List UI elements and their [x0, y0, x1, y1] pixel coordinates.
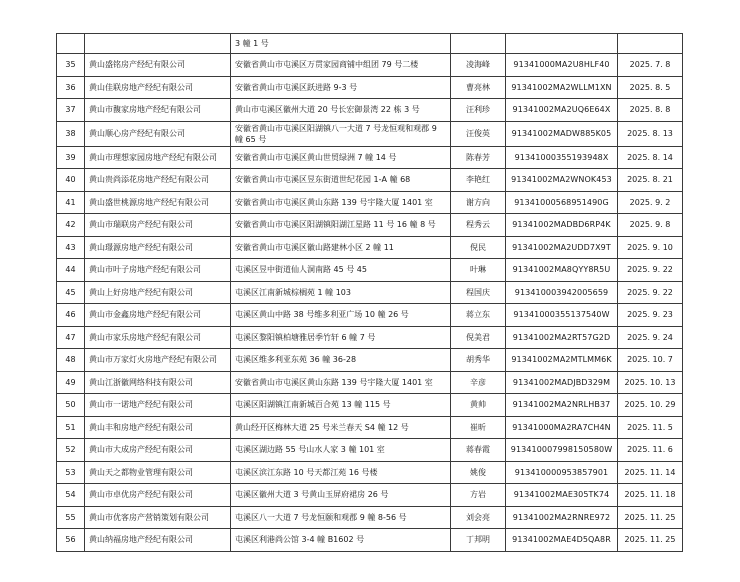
cell-no: 40	[57, 169, 85, 192]
table-row	[57, 191, 683, 214]
cell-credit-code: 91341000MA2RA7CH4N	[506, 416, 618, 439]
cell-representative: 叶琳	[451, 259, 506, 282]
cell-date: 2025. 10. 29	[618, 394, 683, 417]
cell-name: 黄山天之都物业管理有限公司	[85, 461, 231, 484]
cell-no: 51	[57, 416, 85, 439]
cell-representative: 辛彦	[451, 371, 506, 394]
cell-no: 35	[57, 54, 85, 77]
cell-address: 安徽省黄山市屯溪区万贯家园商铺中组团 79 号二楼	[231, 54, 451, 77]
cell-representative: 汪俊英	[451, 121, 506, 146]
cell-name: 黄山璟源房地产经纪有限公司	[85, 236, 231, 259]
cell-no: 36	[57, 76, 85, 99]
cell-credit-code: 91341002MA2RT57G2D	[506, 326, 618, 349]
table-row	[57, 146, 683, 169]
registry-table	[56, 33, 683, 552]
cell-name: 黄山市馥家房地产经纪有限公司	[85, 99, 231, 122]
cell-no: 49	[57, 371, 85, 394]
cell-representative: 丁邦明	[451, 529, 506, 552]
table-row	[57, 529, 683, 552]
cell-credit-code: 91341002MA2WLLM1XN	[506, 76, 618, 99]
cell-representative: 黄帅	[451, 394, 506, 417]
cell-date: 2025. 8. 13	[618, 121, 683, 146]
cell-address: 屯溪区江南新城棕榈苑 1 幢 103	[231, 281, 451, 304]
cell-date: 2025. 11. 25	[618, 506, 683, 529]
cell-credit-code: 913410003942005659	[506, 281, 618, 304]
cell-credit-code: 91341000355137540W	[506, 304, 618, 327]
cell-name: 黄山丰和房地产经纪有限公司	[85, 416, 231, 439]
cell-no: 52	[57, 439, 85, 462]
cell-name: 黄山盛世桃源房地产经纪有限公司	[85, 191, 231, 214]
cell-credit-code: 91341002MADW885K05	[506, 121, 618, 146]
cell-name: 黄山佳联房地产经纪有限公司	[85, 76, 231, 99]
cell-name: 黄山市瑞联房产经纪有限公司	[85, 214, 231, 237]
cell-representative: 崔昕	[451, 416, 506, 439]
table-row	[57, 304, 683, 327]
cell-representative: 蒋立东	[451, 304, 506, 327]
cell-address: 屯溪区利港尚公馆 3-4 幢 B1602 号	[231, 529, 451, 552]
table-row	[57, 99, 683, 122]
cell-credit-code: 913410007998150580W	[506, 439, 618, 462]
cell-credit-code: 91341000568951490G	[506, 191, 618, 214]
table-row	[57, 326, 683, 349]
cell-address: 安徽省黄山市屯溪区阳湖镇八一大道 7 号龙恒观和观郡 9 幢 65 号	[231, 121, 451, 146]
table-row	[57, 506, 683, 529]
cell-representative: 倪民	[451, 236, 506, 259]
cell-date: 2025. 9. 22	[618, 281, 683, 304]
cell-representative: 凌海峰	[451, 54, 506, 77]
cell-representative	[451, 34, 506, 54]
cell-date	[618, 34, 683, 54]
cell-date: 2025. 11. 5	[618, 416, 683, 439]
cell-representative: 陈春芳	[451, 146, 506, 169]
cell-no: 56	[57, 529, 85, 552]
cell-representative: 刘会亮	[451, 506, 506, 529]
table-row-continued	[57, 34, 683, 54]
cell-credit-code: 913410000953857901	[506, 461, 618, 484]
table-row	[57, 349, 683, 372]
cell-address: 安徽省黄山市屯溪区黄山东路 139 号宇隆大厦 1401 室	[231, 191, 451, 214]
cell-no	[57, 34, 85, 54]
cell-name: 黄山盛铭房产经纪有限公司	[85, 54, 231, 77]
cell-address: 3 幢 1 号	[231, 34, 451, 54]
cell-credit-code	[506, 34, 618, 54]
cell-date: 2025. 10. 7	[618, 349, 683, 372]
cell-date: 2025. 8. 5	[618, 76, 683, 99]
cell-credit-code: 91341002MA2MTLMM6K	[506, 349, 618, 372]
cell-name: 黄山市卓优房产经纪有限公司	[85, 484, 231, 507]
cell-date: 2025. 9. 8	[618, 214, 683, 237]
cell-credit-code: 91341002MA2RNRE972	[506, 506, 618, 529]
table-row	[57, 394, 683, 417]
cell-credit-code: 91341002MA2NRLHB37	[506, 394, 618, 417]
table-row	[57, 169, 683, 192]
cell-date: 2025. 11. 25	[618, 529, 683, 552]
cell-credit-code: 91341002MAE4D5QA8R	[506, 529, 618, 552]
cell-representative: 谢方向	[451, 191, 506, 214]
table-row	[57, 416, 683, 439]
cell-name: 黄山市一诺地产经纪有限公司	[85, 394, 231, 417]
cell-representative: 程国庆	[451, 281, 506, 304]
cell-no: 54	[57, 484, 85, 507]
cell-address: 安徽省黄山市屯溪区黄山东路 139 号宇隆大厦 1401 室	[231, 371, 451, 394]
cell-credit-code: 91341002MA8QYY8R5U	[506, 259, 618, 282]
cell-credit-code: 91341002MA2WNOK453	[506, 169, 618, 192]
cell-address: 屯溪区黎阳镇柏塘雅居季竹轩 6 幢 7 号	[231, 326, 451, 349]
cell-no: 47	[57, 326, 85, 349]
cell-representative: 汪利珍	[451, 99, 506, 122]
cell-no: 41	[57, 191, 85, 214]
cell-name: 黄山贵尚添花房地产经纪有限公司	[85, 169, 231, 192]
cell-no: 48	[57, 349, 85, 372]
cell-name: 黄山纳福房地产经纪有限公司	[85, 529, 231, 552]
cell-date: 2025. 9. 24	[618, 326, 683, 349]
cell-credit-code: 91341002MAE305TK74	[506, 484, 618, 507]
table-row	[57, 236, 683, 259]
cell-representative: 蒋春霞	[451, 439, 506, 462]
cell-address: 屯溪区滨江东路 10 号天都江苑 16 号楼	[231, 461, 451, 484]
cell-representative: 曹亮林	[451, 76, 506, 99]
table-row	[57, 121, 683, 146]
cell-date: 2025. 9. 2	[618, 191, 683, 214]
table-row	[57, 461, 683, 484]
cell-no: 55	[57, 506, 85, 529]
cell-no: 44	[57, 259, 85, 282]
cell-address: 安徽省黄山市屯溪区昱东街道世纪花园 1-A 幢 68	[231, 169, 451, 192]
table-row	[57, 54, 683, 77]
cell-credit-code: 91341002MA2UQ6E64X	[506, 99, 618, 122]
cell-credit-code: 91341002MADJBD329M	[506, 371, 618, 394]
cell-name: 黄山市大成房产经纪有限公司	[85, 439, 231, 462]
cell-date: 2025. 8. 8	[618, 99, 683, 122]
cell-name: 黄山市万家灯火房地产经纪有限公司	[85, 349, 231, 372]
cell-representative: 胡秀华	[451, 349, 506, 372]
cell-address: 屯溪区八一大道 7 号龙恒颐和观郡 9 幢 8-56 号	[231, 506, 451, 529]
cell-name: 黄山市理想家园房地产经纪有限公司	[85, 146, 231, 169]
table-row	[57, 371, 683, 394]
cell-no: 46	[57, 304, 85, 327]
cell-representative: 方岩	[451, 484, 506, 507]
cell-date: 2025. 7. 8	[618, 54, 683, 77]
cell-date: 2025. 10. 13	[618, 371, 683, 394]
cell-address: 屯溪区黄山中路 38 号维多利亚广场 10 幢 26 号	[231, 304, 451, 327]
cell-address: 黄山市屯溪区徽州大道 20 号长宏御景湾 22 栋 3 号	[231, 99, 451, 122]
cell-address: 屯溪区维多利亚东苑 36 幢 36-28	[231, 349, 451, 372]
cell-representative: 姚俊	[451, 461, 506, 484]
table-row	[57, 76, 683, 99]
cell-name: 黄山市金鑫房地产经纪有限公司	[85, 304, 231, 327]
cell-name: 黄山市优客房产营销策划有限公司	[85, 506, 231, 529]
cell-address: 黄山经开区梅林大道 25 号米兰春天 S4 幢 12 号	[231, 416, 451, 439]
cell-date: 2025. 9. 10	[618, 236, 683, 259]
cell-date: 2025. 9. 22	[618, 259, 683, 282]
cell-representative: 程秀云	[451, 214, 506, 237]
cell-name: 黄山顺心房产经纪有限公司	[85, 121, 231, 146]
cell-address: 安徽省黄山市屯溪区徽山路建林小区 2 幢 11	[231, 236, 451, 259]
cell-credit-code: 91341002MA2UDD7X9T	[506, 236, 618, 259]
cell-date: 2025. 11. 14	[618, 461, 683, 484]
cell-address: 屯溪区徽州大道 3 号黄山玉屏府裙房 26 号	[231, 484, 451, 507]
cell-credit-code: 91341002MADBD6RP4K	[506, 214, 618, 237]
cell-name	[85, 34, 231, 54]
table-row	[57, 439, 683, 462]
cell-address: 屯溪区阳湖镇江南新城百合苑 13 幢 115 号	[231, 394, 451, 417]
cell-representative: 倪美君	[451, 326, 506, 349]
table-row	[57, 484, 683, 507]
cell-date: 2025. 9. 23	[618, 304, 683, 327]
cell-no: 45	[57, 281, 85, 304]
cell-no: 42	[57, 214, 85, 237]
cell-no: 38	[57, 121, 85, 146]
cell-address: 安徽省黄山市屯溪区黄山世贸绿洲 7 幢 14 号	[231, 146, 451, 169]
cell-no: 43	[57, 236, 85, 259]
table-row	[57, 259, 683, 282]
cell-address: 安徽省黄山市屯溪区阳湖镇阳湖江星路 11 号 16 幢 8 号	[231, 214, 451, 237]
cell-no: 37	[57, 99, 85, 122]
cell-no: 39	[57, 146, 85, 169]
cell-name: 黄山市叶子房地产经纪有限公司	[85, 259, 231, 282]
cell-representative: 李艳红	[451, 169, 506, 192]
cell-name: 黄山江浙徽网络科技有限公司	[85, 371, 231, 394]
cell-name: 黄山上好房地产经纪有限公司	[85, 281, 231, 304]
cell-date: 2025. 11. 6	[618, 439, 683, 462]
cell-date: 2025. 11. 18	[618, 484, 683, 507]
cell-credit-code: 91341000MA2U8HLF40	[506, 54, 618, 77]
cell-credit-code: 91341000355193948X	[506, 146, 618, 169]
cell-date: 2025. 8. 21	[618, 169, 683, 192]
registry-table-body	[57, 34, 683, 552]
cell-no: 53	[57, 461, 85, 484]
cell-address: 屯溪区昱中街道仙人洞南路 45 号 45	[231, 259, 451, 282]
table-row	[57, 281, 683, 304]
cell-date: 2025. 8. 14	[618, 146, 683, 169]
cell-name: 黄山市家乐房地产经纪有限公司	[85, 326, 231, 349]
table-row	[57, 214, 683, 237]
cell-address: 安徽省黄山市屯溪区跃进路 9-3 号	[231, 76, 451, 99]
cell-no: 50	[57, 394, 85, 417]
cell-address: 屯溪区湖边路 55 号山水人家 3 幢 101 室	[231, 439, 451, 462]
